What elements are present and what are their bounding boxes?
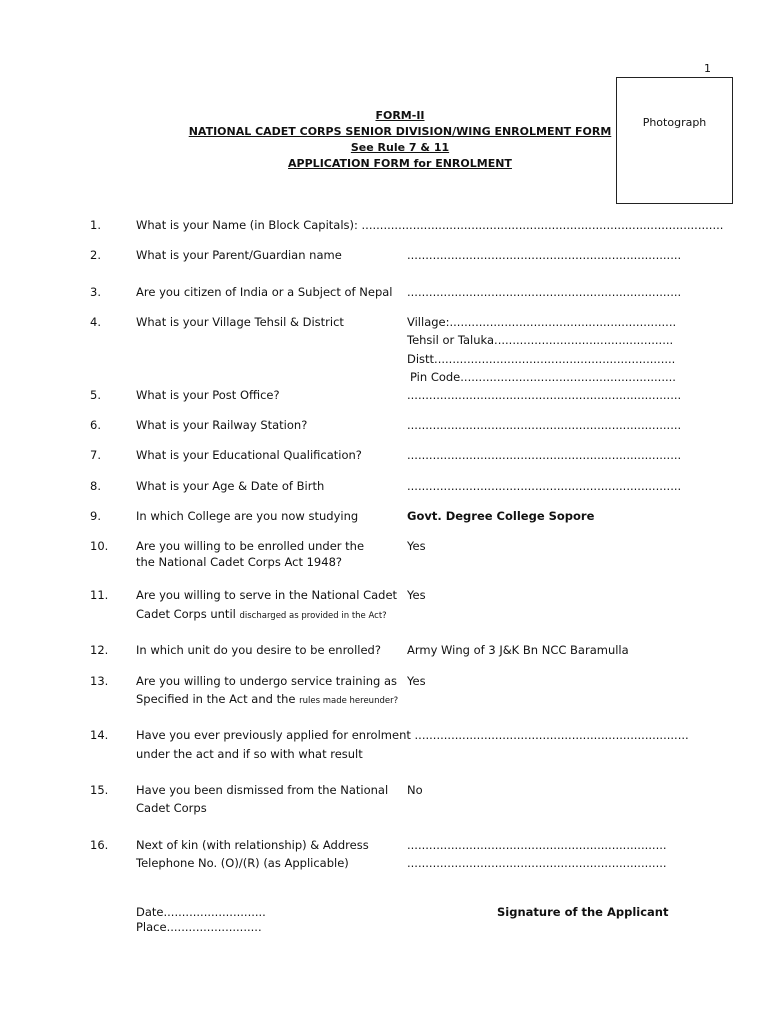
question-enrolled-line2: the National Cadet Corps Act 1948? [136,555,342,569]
answer-age-dob: ........................................................................... [407,479,682,493]
question-post-office: What is your Post Office? [136,388,280,402]
item-number: 15. [90,783,109,797]
question-qualification: What is your Educational Qualification? [136,448,362,462]
question-next-of-kin: Next of kin (with relationship) & Address [136,838,369,852]
question-previous-line1: Have you ever previously applied for enrolment ........................................................................... [136,728,689,742]
signature-label: Signature of the Applicant [497,905,669,919]
question-village: What is your Village Tehsil & District [136,315,344,329]
item-number: 11. [90,588,109,602]
form-subtitle: APPLICATION FORM for ENROLMENT [288,157,512,170]
item-number: 1. [90,218,101,232]
question-training-line2: Specified in the Act and the rules made hereunder? [136,692,399,706]
answer-post-office: ........................................................................... [407,388,682,402]
answer-training: Yes [407,674,426,688]
item-number: 12. [90,643,109,657]
place-field: Place.......................... [136,920,262,934]
question-railway-station: What is your Railway Station? [136,418,308,432]
question-college: In which College are you now studying [136,509,359,523]
question-serve-line2: Cadet Corps until discharged as provided in the Act? [136,607,387,621]
answer-enrolled: Yes [407,539,426,553]
answer-next-of-kin: ....................................................................... [407,838,667,852]
question-training-line1: Are you willing to undergo service training as [136,674,398,688]
item-number: 13. [90,674,109,688]
answer-telephone: ....................................................................... [407,856,667,870]
question-name: What is your Name (in Block Capitals): ................................................................................................... [136,218,724,232]
answer-college: Govt. Degree College Sopore [407,509,595,523]
form-title: NATIONAL CADET CORPS SENIOR DIVISION/WING ENROLMENT FORM [188,125,612,138]
item-number: 3. [90,285,101,299]
answer-pin-code: Pin Code........................................................... [410,370,676,384]
question-enrolled-line1: Are you willing to be enrolled under the [136,539,365,553]
answer-serve: Yes [407,588,426,602]
question-parent-name: What is your Parent/Guardian name [136,248,342,262]
answer-qualification: ........................................................................... [407,448,682,462]
answer-railway-station: ........................................................................... [407,418,682,432]
item-number: 2. [90,248,101,262]
answer-tehsil: Tehsil or Taluka................................................. [407,333,674,347]
question-unit: In which unit do you desire to be enrolled? [136,643,381,657]
item-number: 4. [90,315,101,329]
page-number: 1 [704,62,711,75]
answer-village: Village:.............................................................. [407,315,677,329]
answer-district: Distt.................................................................. [407,352,676,366]
item-number: 6. [90,418,101,432]
question-citizenship: Are you citizen of India or a Subject of Nepal [136,285,393,299]
form-rule: See Rule 7 & 11 [350,141,450,154]
item-number: 9. [90,509,101,523]
photograph-label: Photograph [642,116,707,129]
item-number: 16. [90,838,109,852]
question-dismissed-line2: Cadet Corps [136,801,207,815]
question-serve-line1: Are you willing to serve in the National Cadet [136,588,398,602]
item-number: 5. [90,388,101,402]
date-field: Date............................ [136,905,266,919]
form-number: FORM-II [375,109,425,122]
item-number: 10. [90,539,109,553]
answer-citizenship: ........................................................................... [407,285,682,299]
answer-parent-name: ........................................................................... [407,248,682,262]
question-age-dob: What is your Age & Date of Birth [136,479,325,493]
question-telephone: Telephone No. (O)/(R) (as Applicable) [136,856,349,870]
answer-unit: Army Wing of 3 J&K Bn NCC Baramulla [407,643,629,657]
question-previous-line2: under the act and if so with what result [136,747,363,761]
item-number: 7. [90,448,101,462]
answer-dismissed: No [407,783,423,797]
item-number: 8. [90,479,101,493]
question-dismissed-line1: Have you been dismissed from the National [136,783,389,797]
item-number: 14. [90,728,109,742]
